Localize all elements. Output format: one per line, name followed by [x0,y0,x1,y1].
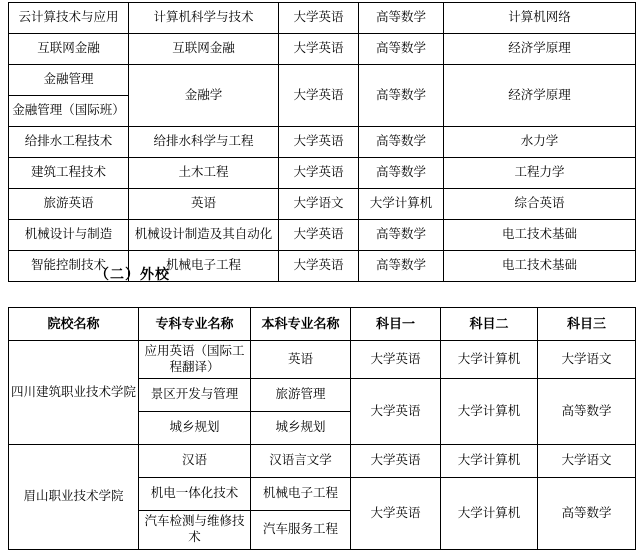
table-cell: 旅游英语 [9,189,129,220]
table-waixiao-majors [8,307,636,550]
table-header-cell: 专科专业名称 [139,308,251,341]
table-cell: 金融学 [129,65,279,127]
table-cell: 给排水工程技术 [9,127,129,158]
table-cell: 高等数学 [359,127,444,158]
table-cell: 电工技术基础 [444,251,636,282]
table-cell: 高等数学 [359,158,444,189]
table-cell: 大学英语 [279,127,359,158]
table-cell: 机械电子工程 [251,478,351,511]
table-cell: 大学语文 [538,445,636,478]
table-row [9,220,636,251]
table-cell: 大学英语 [351,478,441,549]
table-cell: 汽车检测与维修技术 [139,511,251,549]
table-cell: 机械设计与制造 [9,220,129,251]
table-cell: 大学英语 [351,341,441,379]
table-cell: 大学英语 [279,220,359,251]
table-header-row [9,308,636,341]
table-cell: 互联网金融 [129,34,279,65]
table-header-cell: 本科专业名称 [251,308,351,341]
table-cell: 高等数学 [359,251,444,282]
table-cell: 高等数学 [359,65,444,127]
table-cell: 大学英语 [351,379,441,445]
table-row [9,65,636,96]
table-cell: 大学英语 [279,158,359,189]
table-row [9,3,636,34]
table-header-cell: 科目三 [538,308,636,341]
table-cell: 英语 [251,341,351,379]
table-cell: 高等数学 [359,3,444,34]
table-cell: 金融管理 [9,65,129,96]
table-cell: 互联网金融 [9,34,129,65]
table-cell: 大学英语 [279,34,359,65]
table-cell: 大学计算机 [441,341,538,379]
table-cell: 给排水科学与工程 [129,127,279,158]
table-cell: 汉语 [139,445,251,478]
table-header-cell: 院校名称 [9,308,139,341]
table-cell: 大学英语 [351,445,441,478]
table-cell: 经济学原理 [444,34,636,65]
table-cell: 机电一体化技术 [139,478,251,511]
table-cell: 汉语言文学 [251,445,351,478]
table-header-cell: 科目一 [351,308,441,341]
table-cell: 建筑工程技术 [9,158,129,189]
table-cell: 水力学 [444,127,636,158]
table-cell: 旅游管理 [251,379,351,412]
table-cell: 眉山职业技术学院 [9,445,139,549]
table-cell: 四川建筑职业技术学院 [9,341,139,445]
table-cell: 大学语文 [279,189,359,220]
table-cell: 智能控制技术 [9,251,129,282]
table-cell: 综合英语 [444,189,636,220]
table-row [9,34,636,65]
table-cell: 大学计算机 [441,478,538,549]
section-heading-waixiao: （二）外校 [95,266,170,282]
table-cell: 土木工程 [129,158,279,189]
table-header-cell: 科目二 [441,308,538,341]
table-cell: 工程力学 [444,158,636,189]
table-cell: 大学计算机 [441,445,538,478]
table-row [9,445,636,478]
table-cell: 汽车服务工程 [251,511,351,549]
table-row [9,158,636,189]
table-cell: 经济学原理 [444,65,636,127]
table-cell: 计算机科学与技术 [129,3,279,34]
table-cell: 大学计算机 [359,189,444,220]
table-row [9,189,636,220]
table-benxiao-majors [8,2,636,282]
table-cell: 大学语文 [538,341,636,379]
table-cell: 计算机网络 [444,3,636,34]
table-cell: 高等数学 [359,220,444,251]
table-cell: 高等数学 [359,34,444,65]
table-cell: 大学英语 [279,65,359,127]
table-cell: 城乡规划 [139,412,251,445]
table-cell: 应用英语（国际工程翻译） [139,341,251,379]
table-cell: 高等数学 [538,478,636,549]
table-cell: 机械设计制造及其自动化 [129,220,279,251]
table-cell: 电工技术基础 [444,220,636,251]
table-cell: 城乡规划 [251,412,351,445]
table-cell: 云计算技术与应用 [9,3,129,34]
table-row [9,127,636,158]
table-cell: 英语 [129,189,279,220]
table-cell: 景区开发与管理 [139,379,251,412]
table-cell: 机械电子工程 [129,251,279,282]
table-row [9,341,636,379]
table-cell: 高等数学 [538,379,636,445]
table-cell: 大学英语 [279,3,359,34]
table-cell: 大学计算机 [441,379,538,445]
table-cell: 金融管理（国际班） [9,96,129,127]
table-cell: 大学英语 [279,251,359,282]
